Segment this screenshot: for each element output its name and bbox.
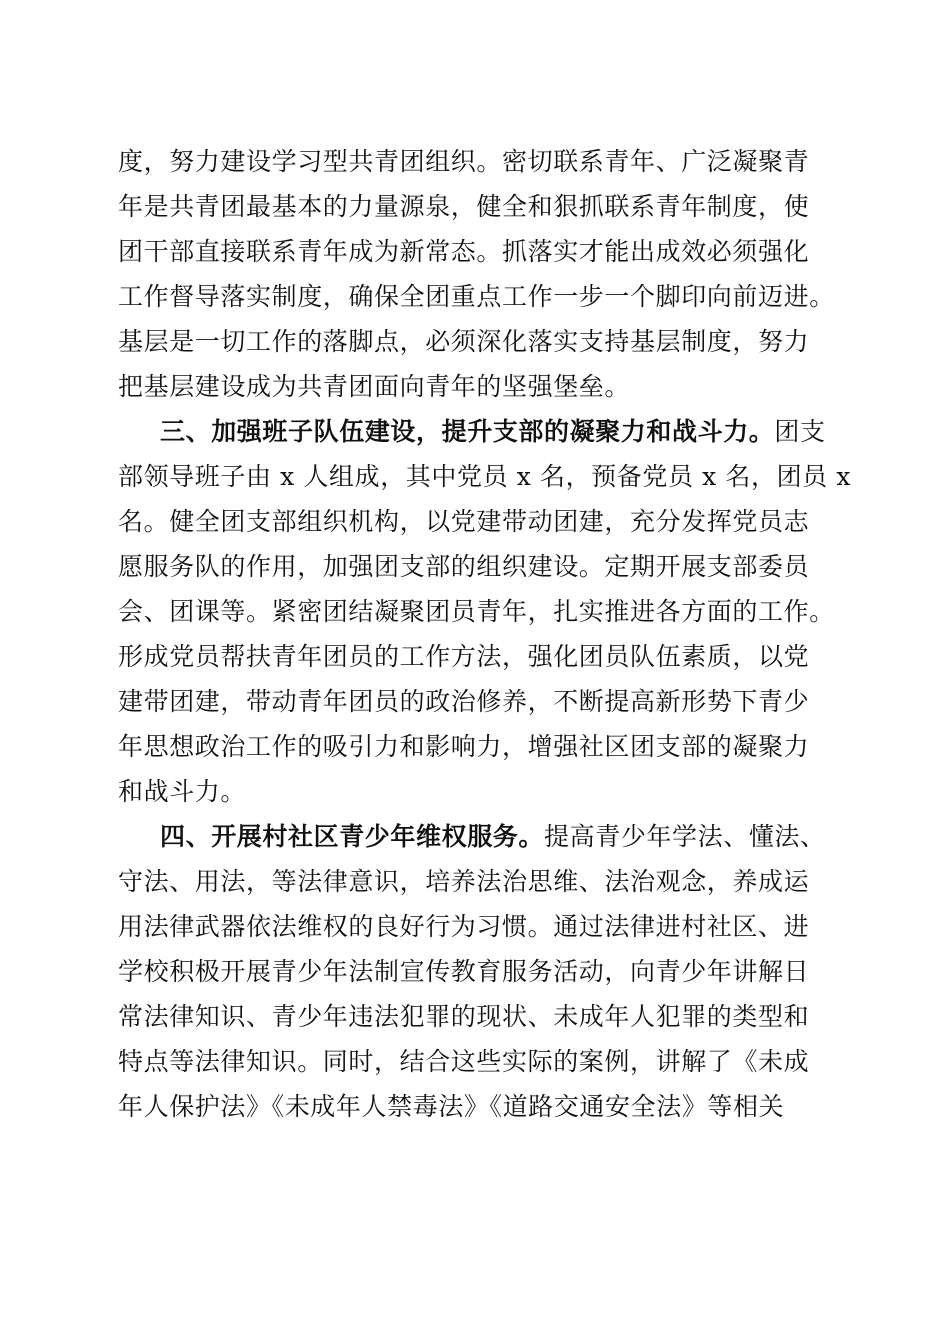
section-4-first-line xyxy=(160,815,838,859)
text-line: 守法、用法，等法律意识，培养法治思维、法治观念，养成运 xyxy=(118,867,810,896)
text-line: 和战斗力。 xyxy=(118,777,247,806)
section-3-first-line xyxy=(160,410,838,454)
section-3-first-line-text: 团支 xyxy=(774,417,826,446)
text-line: 工作督导落实制度，确保全团重点工作一步一个脚印向前迈进。 xyxy=(118,282,835,311)
text-line: 年人保护法》《未成年人禁毒法》《道路交通安全法》等相关 xyxy=(118,1092,785,1121)
text-line: 部领导班子由 x 人组成，其中党员 x 名，预备党员 x 名，团员 x xyxy=(118,462,852,491)
text-line: 年思想政治工作的吸引力和影响力，增强社区团支部的凝聚力 xyxy=(118,732,810,761)
text-line: 会、团课等。紧密团结凝聚团员青年，扎实推进各方面的工作。 xyxy=(118,597,835,626)
text-line: 特点等法律知识。同时，结合这些实际的案例，讲解了《未成 xyxy=(118,1047,810,1076)
text-line: 愿服务队的作用，加强团支部的组织建设。定期开展支部委员 xyxy=(118,552,810,581)
text-line: 建带团建，带动青年团员的政治修养，不断提高新形势下青少 xyxy=(118,687,810,716)
text-line: 年是共青团最基本的力量源泉，健全和狠抓联系青年制度，使 xyxy=(118,192,810,221)
section-4-heading: 四、开展村社区青少年维权服务。 xyxy=(160,822,545,851)
text-line: 基层是一切工作的落脚点，必须深化落实支持基层制度，努力 xyxy=(118,327,810,356)
text-line: 度，努力建设学习型共青团组织。密切联系青年、广泛凝聚青 xyxy=(118,147,810,176)
text-line: 名。健全团支部组织机构，以党建带动团建，充分发挥党员志 xyxy=(118,507,810,536)
text-line: 团干部直接联系青年成为新常态。抓落实才能出成效必须强化 xyxy=(118,237,810,266)
text-line: 把基层建设成为共青团面向青年的坚强堡垒。 xyxy=(118,372,631,401)
text-line: 学校积极开展青少年法制宣传教育服务活动，向青少年讲解日 xyxy=(118,957,810,986)
text-line: 形成党员帮扶青年团员的工作方法，强化团员队伍素质，以党 xyxy=(118,642,810,671)
section-4-first-line-text: 提高青少年学法、懂法、 xyxy=(544,822,826,851)
text-line: 常法律知识、青少年违法犯罪的现状、未成年人犯罪的类型和 xyxy=(118,1002,810,1031)
text-line: 用法律武器依法维权的良好行为习惯。通过法律进村社区、进 xyxy=(118,912,810,941)
section-3-heading: 三、加强班子队伍建设，提升支部的凝聚力和战斗力。 xyxy=(160,417,775,446)
